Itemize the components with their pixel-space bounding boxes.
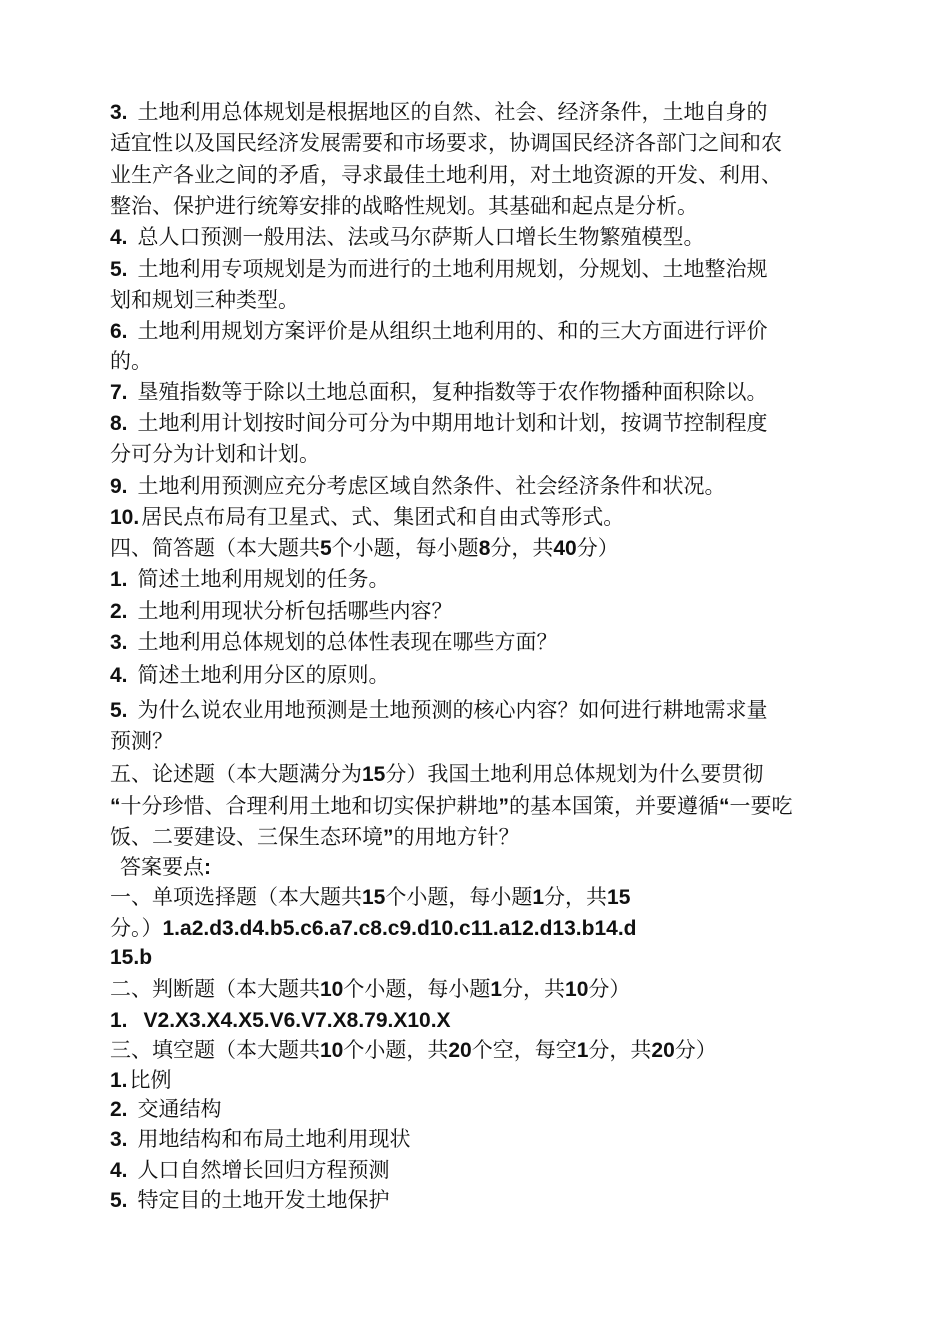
question-8-line-2: 分可分为计划和计划。 — [110, 442, 320, 466]
section-4-heading: 四、简答题（本大题共5个小题，每小题8分，共40分） — [110, 536, 619, 560]
short-answer-4: 4. 简述土地利用分区的原则。 — [110, 663, 390, 687]
question-5-line-1: 5. 土地利用专项规划是为而进行的土地利用规划，分规划、土地整治规 — [110, 257, 768, 281]
question-6-line-2: 的。 — [110, 349, 152, 373]
answers-section-1-line-2: 分。）1.a2.d3.d4.b5.c6.a7.c8.c9.d10.c11.a12.d13.b14.d — [110, 916, 637, 940]
question-3-line-2: 适宜性以及国民经济发展需要和市场要求，协调国民经济各部门之间和农 — [110, 131, 782, 155]
section-5-line-1: 五、论述题（本大题满分为15分）我国土地利用总体规划为什么要贯彻 — [110, 762, 764, 786]
answers-section-2-answers: 1. V2.X3.X4.X5.V6.V7.X8.79.X10.X — [110, 1009, 451, 1032]
fill-answer-5: 5. 特定目的土地开发土地保护 — [110, 1188, 390, 1212]
short-answer-5-line-1: 5. 为什么说农业用地预测是土地预测的核心内容？如何进行耕地需求量 — [110, 698, 768, 722]
question-8-line-1: 8. 土地利用计划按时间分可分为中期用地计划和计划，按调节控制程度 — [110, 411, 768, 435]
question-7: 7. 垦殖指数等于除以土地总面积，复种指数等于农作物播种面积除以。 — [110, 380, 768, 404]
section-5-line-3: 饭、二要建设、三保生态环境”的用地方针？ — [110, 825, 520, 849]
question-6-line-1: 6. 土地利用规划方案评价是从组织土地利用的、和的三大方面进行评价 — [110, 319, 768, 343]
answers-section-2-heading: 二、判断题（本大题共10个小题，每小题1分，共10分） — [110, 977, 631, 1001]
answers-title: 答案要点: — [120, 855, 211, 879]
answers-section-1-heading: 一、单项选择题（本大题共15个小题，每小题1分，共15 — [110, 885, 631, 909]
question-3-line-3: 业生产各业之间的矛盾，寻求最佳土地利用，对土地资源的开发、利用、 — [110, 163, 782, 187]
question-3-line-4: 整治、保护进行统筹安排的战略性规划。其基础和起点是分析。 — [110, 194, 698, 218]
short-answer-5-line-2: 预测？ — [110, 729, 173, 753]
short-answer-3: 3. 土地利用总体规划的总体性表现在哪些方面？ — [110, 630, 558, 654]
question-9: 9. 土地利用预测应充分考虑区域自然条件、社会经济条件和状况。 — [110, 474, 726, 498]
section-5-line-2: “十分珍惜、合理利用土地和切实保护耕地”的基本国策，并要遵循“一要吃 — [110, 794, 793, 818]
short-answer-2: 2. 土地利用现状分析包括哪些内容？ — [110, 599, 453, 623]
fill-answer-3: 3. 用地结构和布局土地利用现状 — [110, 1127, 411, 1151]
fill-answer-1: 1.比例 — [110, 1068, 172, 1092]
question-5-line-2: 划和规划三种类型。 — [110, 288, 299, 312]
fill-answer-2: 2. 交通结构 — [110, 1097, 222, 1121]
question-4: 4. 总人口预测一般用法、法或马尔萨斯人口增长生物繁殖模型。 — [110, 225, 705, 249]
fill-answer-4: 4. 人口自然增长回归方程预测 — [110, 1158, 390, 1182]
question-10: 10.居民点布局有卫星式、式、集团式和自由式等形式。 — [110, 505, 625, 529]
short-answer-1: 1. 简述土地利用规划的任务。 — [110, 567, 390, 591]
answers-section-1-line-3: 15.b — [110, 946, 153, 969]
question-3-line-1: 3. 土地利用总体规划是根据地区的自然、社会、经济条件，土地自身的 — [110, 100, 768, 124]
answers-section-3-heading: 三、填空题（本大题共10个小题，共20个空，每空1分，共20分） — [110, 1038, 717, 1062]
